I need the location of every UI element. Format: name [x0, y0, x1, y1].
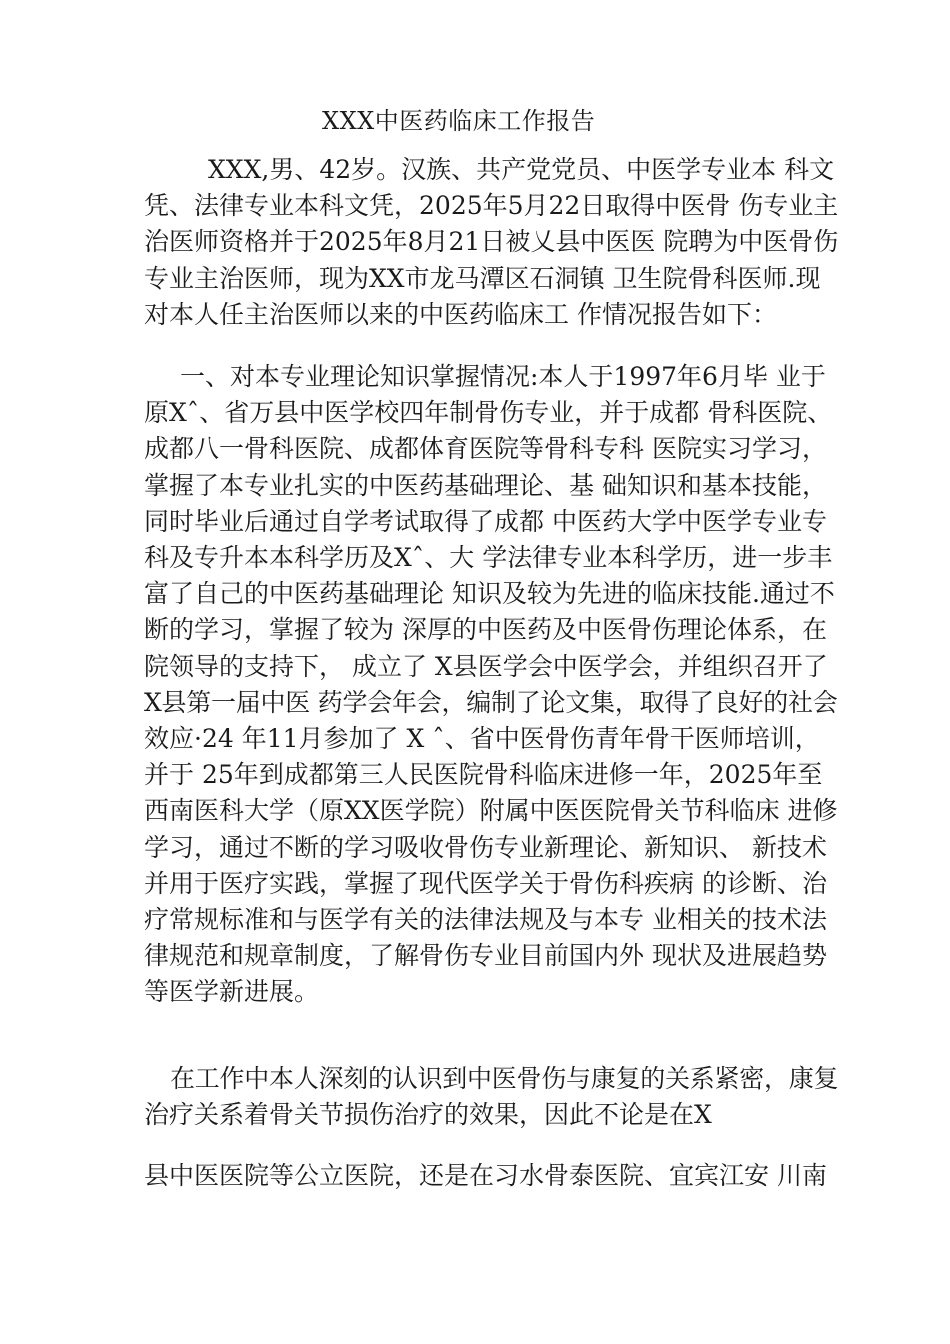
paragraph-line: 并用于医疗实践，掌握了现代医学关于骨伤科疾病 的诊断、治	[144, 868, 827, 898]
paragraph-line: 一、对本专业理论知识掌握情况:本人于1997年6月毕 业于	[180, 362, 826, 391]
paragraph-line: 同时毕业后通过自学考试取得了成都 中医药大学中医学专业专	[144, 506, 827, 536]
paragraph-line: 富了自己的中医药基础理论 知识及较为先进的临床技能.通过不	[144, 579, 835, 609]
paragraph-rehabilitation	[144, 1061, 844, 1133]
paragraph-line: 学习，通过不断的学习吸收骨伤专业新理论、新知识、 新技术	[144, 832, 827, 862]
paragraph-intro	[144, 152, 844, 333]
paragraph-line: 断的学习，掌握了较为 深厚的中医药及中医骨伤理论体系，在	[144, 615, 827, 645]
paragraph-line: 等医学新进展。	[144, 977, 320, 1007]
paragraph-line: 成都八一骨科医院、成都体育医院等骨科专科 医院实习学习，	[144, 434, 827, 464]
paragraph-line: 在工作中本人深刻的认识到中医骨伤与康复的关系紧密，康复	[170, 1064, 839, 1093]
paragraph-line: 县中医医院等公立医院，还是在习水骨泰医院、宜宾江安 川南	[144, 1161, 827, 1190]
paragraph-line: 治医师资格并于2025年8月21日被乂县中医医 院聘为中医骨伤	[144, 227, 839, 257]
paragraph-line: 对本人任主治医师以来的中医药临床工 作情况报告如下：	[144, 299, 777, 329]
paragraph-line: 效应·24 年11月参加了 X ˆ、省中医骨伤青年骨干医师培训，	[144, 724, 820, 754]
paragraph-line: X县第一届中医 药学会年会，编制了论文集，取得了良好的社会	[144, 687, 838, 717]
paragraph-line: 治疗关系着骨关节损伤治疗的效果，因此不论是在X	[144, 1100, 712, 1130]
paragraph-line: 律规范和规章制度，了解骨伤专业目前国内外 现状及进展趋势	[144, 941, 827, 971]
paragraph-line: 专业主治医师，现为XX市龙马潭区石洞镇 卫生院骨科医师.现	[144, 263, 821, 293]
paragraph-line: 并于 25年到成都第三人民医院骨科临床进修一年，2025年至	[144, 760, 823, 790]
paragraph-line: 凭、法律专业本科文凭，2025年5月22日取得中医骨 伤专业主	[144, 191, 839, 221]
paragraph-theory-knowledge	[144, 359, 844, 1011]
paragraph-line: 科及专升本本科学历及Xˆ、大 学法律专业本科学历，进一步丰	[144, 543, 833, 573]
document-title: XXX中医药临床工作报告	[322, 107, 596, 135]
paragraph-line: 原Xˆ、省万县中医学校四年制骨伤专业，并于成都 骨科医院、	[144, 398, 833, 428]
paragraph-line: 疗常规标准和与医学有关的法律法规及与本专 业相关的技术法	[144, 905, 827, 935]
paragraph-line: 西南医科大学（原XX医学院）附属中医医院骨关节科临床 进修	[144, 796, 838, 826]
paragraph-line: 掌握了本专业扎实的中医药基础理论、基 础知识和基本技能，	[144, 470, 827, 500]
paragraph-line: 院领导的支持下， 成立了 X县医学会中医学会，并组织召开了	[144, 651, 828, 681]
paragraph-continuation	[144, 1158, 844, 1194]
paragraph-line: XXX,男、42岁。汉族、共产党党员、中医学专业本 科文	[208, 155, 835, 184]
